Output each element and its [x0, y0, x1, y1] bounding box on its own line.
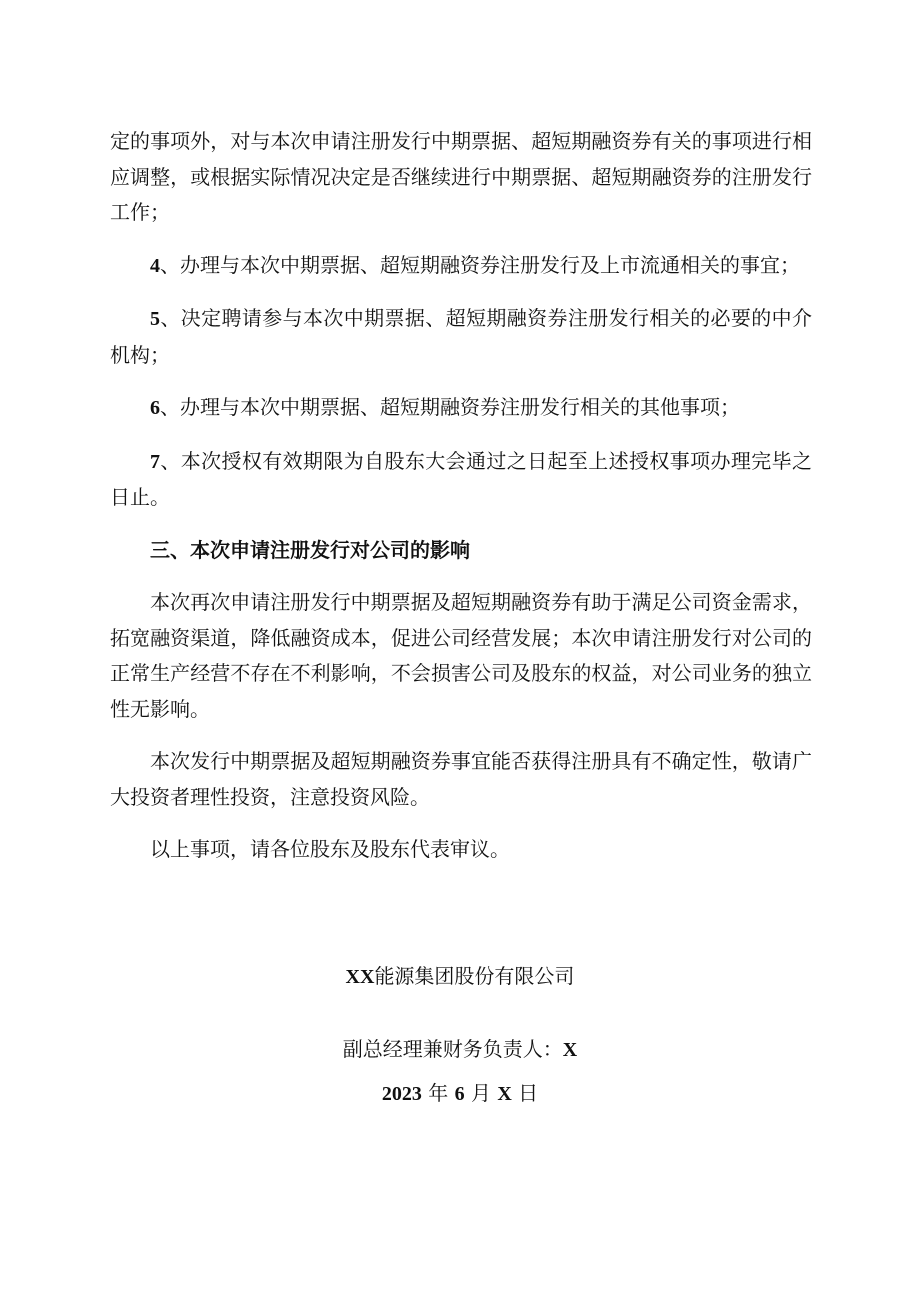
signer-name: X: [562, 1039, 578, 1061]
document-date: [0, 1077, 920, 1110]
item-text: 、决定聘请参与本次中期票据、超短期融资券注册发行相关的必要的中介机构；: [110, 306, 812, 367]
risk-paragraph: 本次发行中期票据及超短期融资券事宜能否获得注册具有不确定性，敬请广大投资者理性投资，注意投资风险。: [110, 749, 812, 809]
date-day-unit: 日: [511, 1081, 539, 1105]
item-text: 、本次授权有效期限为自股东大会通过之日起至上述授权事项办理完毕之日止。: [110, 448, 812, 509]
signer-title: 副总经理兼财务负责人：: [342, 1037, 563, 1061]
section-heading: 三、本次申请注册发行对公司的影响: [150, 537, 470, 562]
company-prefix: XX: [345, 966, 375, 988]
item-number: 7: [150, 450, 160, 473]
list-item-5: [110, 301, 812, 373]
item-text: 、办理与本次中期票据、超短期融资券注册发行相关的其他事项；: [160, 395, 740, 419]
signer-line: [0, 1033, 920, 1066]
date-month-unit: 月: [464, 1081, 498, 1105]
item-number: 4: [150, 254, 160, 277]
date-year: 2023: [381, 1083, 422, 1105]
date-day: X: [497, 1083, 512, 1105]
paragraph-continuation: 定的事项外，对与本次申请注册发行中期票据、超短期融资券有关的事项进行相应调整，或根据实际情况决定是否继续进行中期票据、超短期融资券的注册发行工作；: [110, 129, 812, 224]
date-year-unit: 年: [421, 1081, 455, 1105]
list-item-7: [110, 444, 812, 516]
impact-paragraph: 本次再次申请注册发行中期票据及超短期融资券有助于满足公司资金需求，拓宽融资渠道，降低融资成本，促进公司经营发展；本次申请注册发行对公司的正常生产经营不存在不利影响，不会损害公司及股东的权益，对公司业务的独立性无影响。: [110, 590, 812, 721]
item-number: 6: [150, 397, 160, 419]
item-text: 、办理与本次中期票据、超短期融资券注册发行及上市流通相关的事宜；: [160, 252, 800, 277]
document-body: [110, 124, 812, 885]
list-item-6: [110, 390, 812, 427]
closing-paragraph: 以上事项，请各位股东及股东代表审议。: [150, 837, 510, 861]
item-number: 5: [150, 308, 160, 330]
company-name: 能源集团股份有限公司: [374, 964, 575, 988]
date-month: 6: [454, 1083, 465, 1105]
company-signature: [0, 960, 920, 993]
list-item-4: [110, 248, 812, 285]
